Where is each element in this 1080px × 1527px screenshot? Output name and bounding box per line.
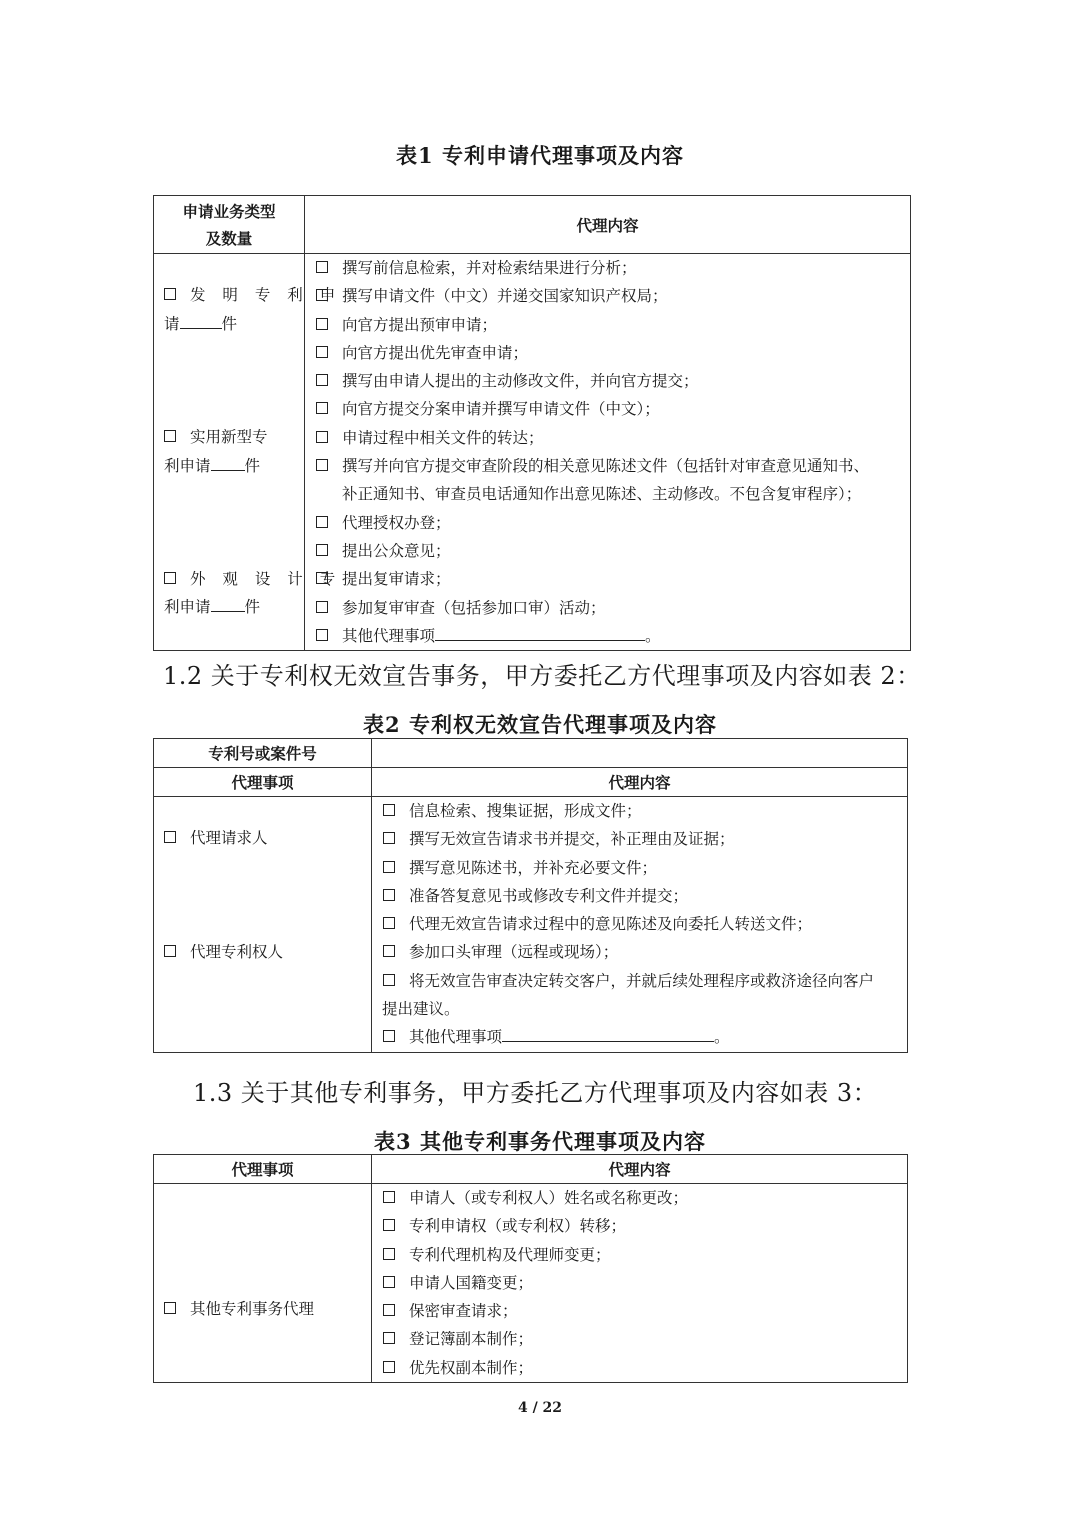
checkbox-icon[interactable] (164, 288, 176, 300)
list-item-continuation: 提出建议。 (382, 1000, 460, 1019)
table2-left-cell (154, 797, 372, 1053)
table3-content-cell (372, 1184, 908, 1383)
table1-left-cell (154, 254, 342, 651)
checkbox-icon[interactable] (316, 402, 328, 414)
table2-content-cell (372, 797, 908, 1053)
checkbox-icon[interactable] (316, 516, 328, 528)
table1-header-left (154, 196, 305, 254)
table1-content-cell (305, 254, 911, 651)
list-item: 向官方提出预审申请； (305, 311, 910, 339)
checkbox-icon[interactable] (383, 1276, 395, 1288)
table1-left-option-design: 外 观 设 计 专 (164, 567, 341, 589)
list-item: 将无效宣告审查决定转交客户，并就后续处理程序或救济途径向客户 (372, 967, 907, 995)
checkbox-icon[interactable] (316, 572, 328, 584)
list-item: 向官方提交分案申请并撰写申请文件（中文）； (305, 395, 910, 423)
count-blank[interactable] (211, 597, 245, 612)
checkbox-icon[interactable] (383, 1361, 395, 1373)
list-item: 优先权副本制作； (372, 1354, 907, 1382)
table2-header-case-number: 专利号或案件号 (154, 739, 372, 768)
checkbox-icon[interactable] (316, 601, 328, 613)
checkbox-icon[interactable] (164, 831, 176, 843)
checkbox-icon[interactable] (316, 374, 328, 386)
table2-header-left: 代理事项 (154, 768, 372, 797)
table3-header-left: 代理事项 (154, 1155, 372, 1184)
table2-header-right: 代理内容 (372, 768, 908, 797)
table1-left-option-invention-count: 请 件 (164, 315, 238, 333)
list-item: 提出公众意见； (305, 537, 910, 565)
table1-left-option-design-count: 利申请 件 (164, 598, 261, 616)
count-blank[interactable] (211, 456, 245, 471)
table1-left-option-utility-count: 利申请 件 (164, 457, 261, 475)
table3-left-cell (154, 1184, 372, 1383)
checkbox-icon[interactable] (316, 261, 328, 273)
checkbox-icon[interactable] (383, 1030, 395, 1042)
list-item: 参加复审审查（包括参加口审）活动； (305, 594, 910, 622)
table3-header-right: 代理内容 (372, 1155, 908, 1184)
page-number: 4 / 22 (517, 1400, 563, 1416)
list-item: 撰写并向官方提交审查阶段的相关意见陈述文件（包括针对审查意见通知书、 (305, 452, 910, 480)
checkbox-icon[interactable] (383, 974, 395, 986)
checkbox-icon[interactable] (383, 1332, 395, 1344)
table3 (153, 1154, 908, 1383)
checkbox-icon[interactable] (316, 346, 328, 358)
list-item: 向官方提出优先审查申请； (305, 339, 910, 367)
list-item-continuation: 补正通知书、审查员电话通知作出意见陈述、主动修改。不包含复审程序）； (342, 485, 862, 504)
list-item: 撰写意见陈述书，并补充必要文件； (372, 854, 907, 882)
table1-caption: 表1 专利申请代理事项及内容 (396, 143, 684, 168)
list-item-other: 其他代理事项 。 (372, 1023, 907, 1051)
checkbox-icon[interactable] (316, 318, 328, 330)
other-blank[interactable] (502, 1027, 714, 1042)
paragraph-1-3: 1.3 关于其他专利事务，甲方委托乙方代理事项及内容如表 3： (193, 1079, 878, 1107)
list-item: 信息检索、搜集证据，形成文件； (372, 797, 907, 825)
list-item: 申请人（或专利权人）姓名或名称更改； (372, 1184, 907, 1212)
checkbox-icon[interactable] (383, 945, 395, 957)
table1-header-right: 代理内容 (305, 196, 911, 254)
checkbox-icon[interactable] (316, 289, 328, 301)
checkbox-icon[interactable] (164, 572, 176, 584)
checkbox-icon[interactable] (383, 1191, 395, 1203)
checkbox-icon[interactable] (164, 1302, 176, 1314)
list-item: 撰写由申请人提出的主动修改文件，并向官方提交； (305, 367, 910, 395)
checkbox-icon[interactable] (316, 431, 328, 443)
table3-caption: 表3 其他专利事务代理事项及内容 (374, 1129, 706, 1154)
checkbox-icon[interactable] (383, 917, 395, 929)
checkbox-icon[interactable] (316, 459, 328, 471)
checkbox-icon[interactable] (383, 1304, 395, 1316)
checkbox-icon[interactable] (383, 804, 395, 816)
list-item: 保密审查请求； (372, 1297, 907, 1325)
list-item: 准备答复意见书或修改专利文件并提交； (372, 882, 907, 910)
checkbox-icon[interactable] (164, 945, 176, 957)
table1 (153, 195, 911, 651)
list-item: 撰写申请文件（中文）并递交国家知识产权局； (305, 282, 910, 310)
table1-header-left-line1: 申请业务类型 (182, 201, 276, 221)
list-item: 撰写无效宣告请求书并提交，补正理由及证据； (372, 825, 907, 853)
list-item: 申请过程中相关文件的转达； (305, 424, 910, 452)
list-item: 登记簿副本制作； (372, 1325, 907, 1353)
list-item: 参加口头审理（远程或现场）； (372, 938, 907, 966)
table2-caption: 表2 专利权无效宣告代理事项及内容 (363, 712, 717, 737)
table1-header-left-line2: 及数量 (205, 228, 253, 248)
table1-left-option-utility: 实用新型专 (164, 425, 268, 447)
count-blank[interactable] (180, 314, 222, 329)
table2 (153, 738, 908, 1053)
checkbox-icon[interactable] (383, 832, 395, 844)
other-blank[interactable] (435, 626, 645, 641)
list-item-other: 其他代理事项 。 (305, 622, 910, 650)
list-item: 申请人国籍变更； (372, 1269, 907, 1297)
table2-case-number-value[interactable] (372, 739, 908, 768)
list-item: 代理无效宣告请求过程中的意见陈述及向委托人转送文件； (372, 910, 907, 938)
table3-left-option-other: 其他专利事务代理 (164, 1297, 314, 1319)
table2-left-option-requester: 代理请求人 (164, 826, 268, 848)
list-item: 撰写前信息检索，并对检索结果进行分析； (305, 254, 910, 282)
list-item: 专利申请权（或专利权）转移； (372, 1212, 907, 1240)
table1-left-option-invention: 发 明 专 利 申 (164, 283, 341, 305)
paragraph-1-2: 1.2 关于专利权无效宣告事务，甲方委托乙方代理事项及内容如表 2： (163, 662, 921, 690)
list-item: 代理授权办登； (305, 509, 910, 537)
checkbox-icon[interactable] (316, 544, 328, 556)
checkbox-icon[interactable] (316, 629, 328, 641)
checkbox-icon[interactable] (383, 889, 395, 901)
checkbox-icon[interactable] (383, 861, 395, 873)
table2-left-option-patentee: 代理专利权人 (164, 940, 283, 962)
checkbox-icon[interactable] (383, 1248, 395, 1260)
list-item: 专利代理机构及代理师变更； (372, 1241, 907, 1269)
list-item: 提出复审请求； (305, 565, 910, 593)
checkbox-icon[interactable] (383, 1219, 395, 1231)
checkbox-icon[interactable] (164, 430, 176, 442)
